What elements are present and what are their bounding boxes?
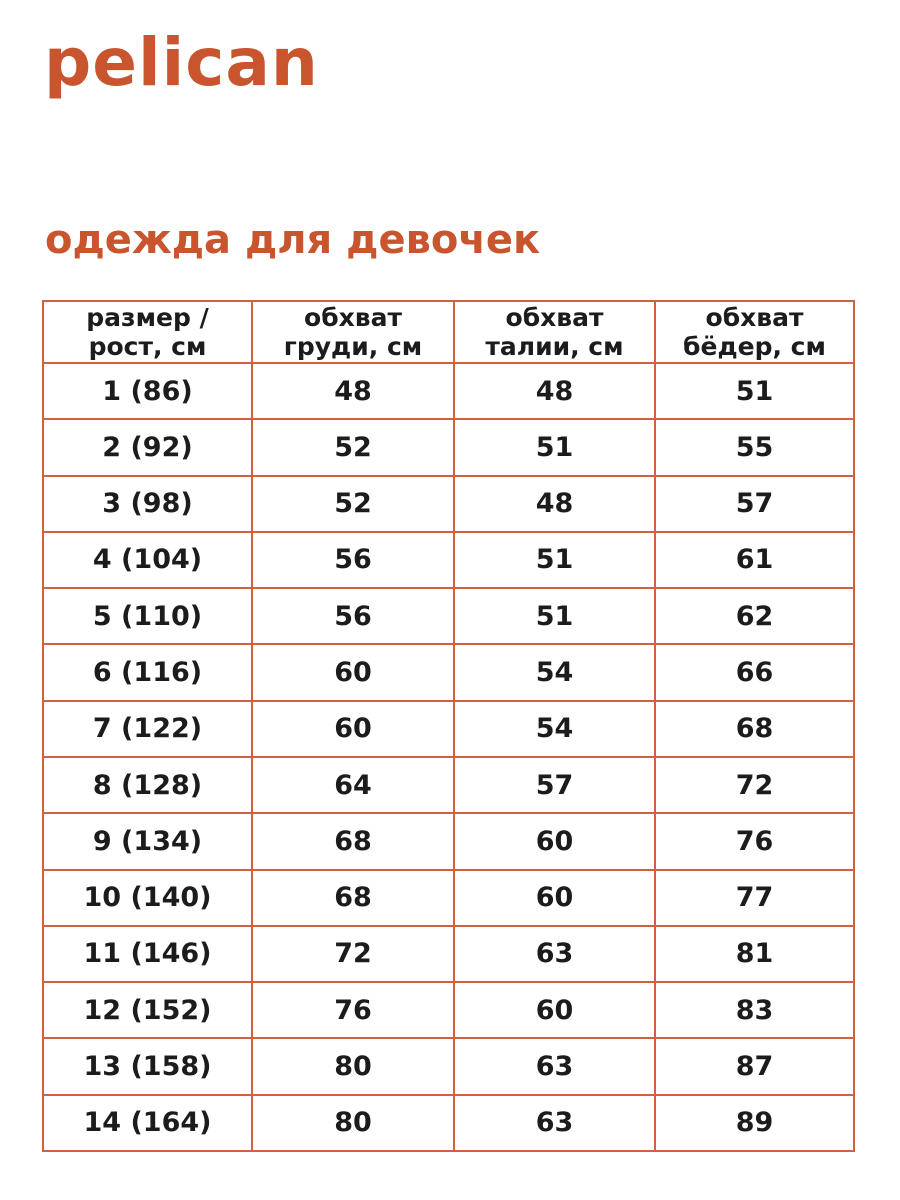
cell-waist: 48 [454, 363, 655, 419]
cell-size: 9 (134) [43, 813, 252, 869]
cell-hips: 89 [655, 1095, 854, 1151]
cell-hips: 72 [655, 757, 854, 813]
header-line: рост, см [88, 332, 207, 361]
header-line: бёдер, см [683, 332, 826, 361]
cell-size: 2 (92) [43, 419, 252, 475]
cell-hips: 81 [655, 926, 854, 982]
header-line: талии, см [485, 332, 624, 361]
cell-hips: 76 [655, 813, 854, 869]
table-row [43, 870, 854, 926]
table-row [43, 926, 854, 982]
cell-waist: 51 [454, 532, 655, 588]
table-row [43, 588, 854, 644]
table-row [43, 532, 854, 588]
header-line: обхват [505, 303, 604, 332]
cell-chest: 52 [252, 476, 454, 532]
cell-waist: 57 [454, 757, 655, 813]
cell-waist: 54 [454, 644, 655, 700]
cell-waist: 51 [454, 588, 655, 644]
table-row [43, 363, 854, 419]
cell-chest: 72 [252, 926, 454, 982]
table-header-row [43, 301, 854, 363]
cell-hips: 87 [655, 1038, 854, 1094]
cell-size: 1 (86) [43, 363, 252, 419]
header-hips [655, 301, 854, 363]
cell-hips: 55 [655, 419, 854, 475]
cell-waist: 63 [454, 926, 655, 982]
cell-chest: 52 [252, 419, 454, 475]
table-row [43, 476, 854, 532]
table-row [43, 419, 854, 475]
table-row [43, 644, 854, 700]
header-line: обхват [304, 303, 402, 332]
brand-logo: pelican [44, 24, 319, 101]
cell-size: 12 (152) [43, 982, 252, 1038]
cell-hips: 68 [655, 701, 854, 757]
cell-hips: 51 [655, 363, 854, 419]
table-row [43, 1095, 854, 1151]
cell-hips: 77 [655, 870, 854, 926]
header-waist [454, 301, 655, 363]
table-row [43, 701, 854, 757]
cell-size: 4 (104) [43, 532, 252, 588]
cell-chest: 60 [252, 644, 454, 700]
cell-size: 11 (146) [43, 926, 252, 982]
cell-waist: 63 [454, 1095, 655, 1151]
cell-waist: 48 [454, 476, 655, 532]
cell-chest: 64 [252, 757, 454, 813]
cell-hips: 61 [655, 532, 854, 588]
cell-size: 10 (140) [43, 870, 252, 926]
cell-size: 6 (116) [43, 644, 252, 700]
cell-size: 13 (158) [43, 1038, 252, 1094]
cell-chest: 80 [252, 1095, 454, 1151]
header-chest [252, 301, 454, 363]
page-title: одежда для девочек [45, 217, 541, 263]
cell-size: 7 (122) [43, 701, 252, 757]
cell-hips: 83 [655, 982, 854, 1038]
table-row [43, 813, 854, 869]
cell-hips: 62 [655, 588, 854, 644]
cell-size: 14 (164) [43, 1095, 252, 1151]
header-line: размер / [86, 303, 209, 332]
cell-chest: 76 [252, 982, 454, 1038]
table-row [43, 1038, 854, 1094]
header-line: обхват [705, 303, 804, 332]
cell-size: 3 (98) [43, 476, 252, 532]
cell-waist: 60 [454, 982, 655, 1038]
cell-size: 8 (128) [43, 757, 252, 813]
cell-hips: 57 [655, 476, 854, 532]
cell-chest: 68 [252, 870, 454, 926]
size-table [42, 300, 855, 1152]
cell-chest: 68 [252, 813, 454, 869]
cell-chest: 60 [252, 701, 454, 757]
cell-chest: 48 [252, 363, 454, 419]
cell-chest: 56 [252, 588, 454, 644]
table-row [43, 982, 854, 1038]
header-line: груди, см [283, 332, 423, 361]
cell-waist: 54 [454, 701, 655, 757]
cell-size: 5 (110) [43, 588, 252, 644]
cell-waist: 60 [454, 813, 655, 869]
cell-waist: 63 [454, 1038, 655, 1094]
header-size [43, 301, 252, 363]
cell-chest: 56 [252, 532, 454, 588]
table-row [43, 757, 854, 813]
cell-hips: 66 [655, 644, 854, 700]
cell-waist: 51 [454, 419, 655, 475]
cell-chest: 80 [252, 1038, 454, 1094]
cell-waist: 60 [454, 870, 655, 926]
